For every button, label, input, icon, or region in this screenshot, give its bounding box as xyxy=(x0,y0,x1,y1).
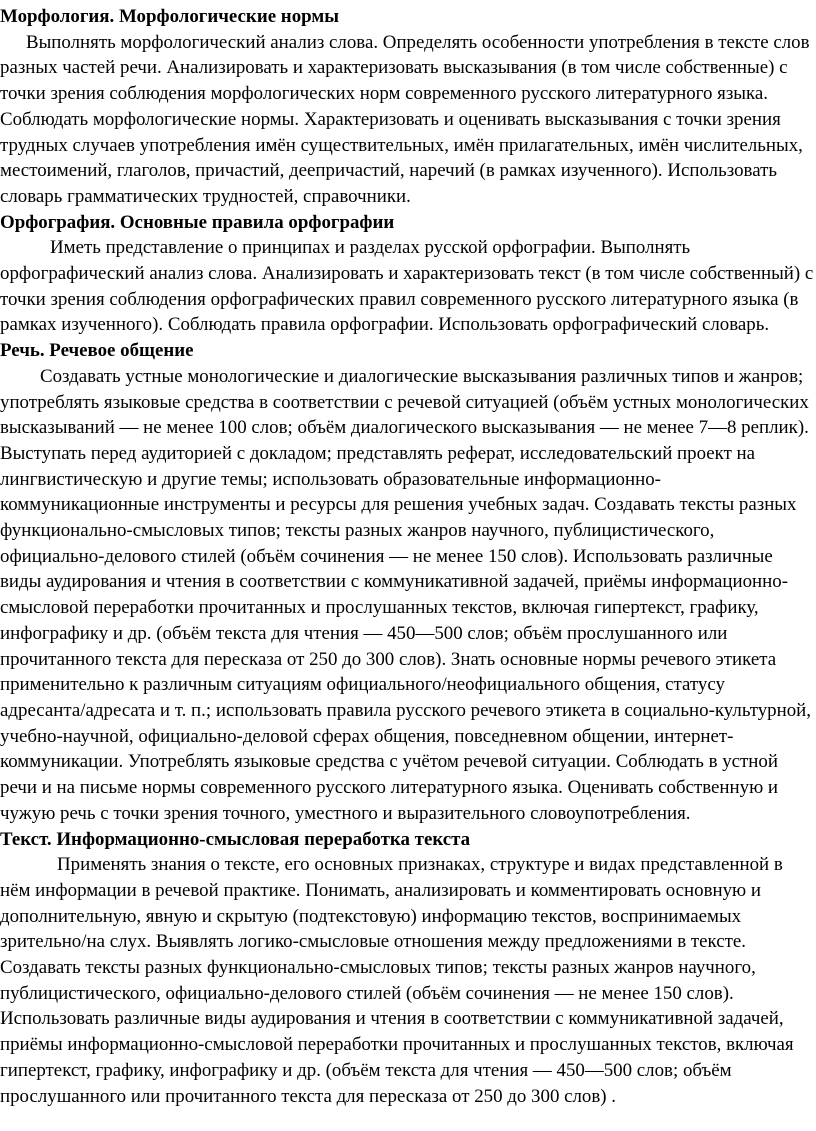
section-text-orthography: Иметь представление о принципах и разделах русской орфографии. Выполнять орфографический анализ слова. Анализировать и характеризовать текст (в том числе собственный) с точки зрения соблюдения орфографических правил современного русского литературного языка (в рамках изученного). Соблюдать правила орфографии. Использовать орфографический словарь. xyxy=(0,237,814,336)
section-heading-orthography: Орфография. Основные правила орфографии xyxy=(0,211,395,233)
section-text-speech: Создавать устные монологические и диалогические высказывания различных типов и жанров; употреблять языковые средства в соответствии с речевой ситуацией (объём устных монологических высказываний — не менее 100 слов; объём диалогического высказывания — не менее 7—8 реплик). Выступать перед аудиторией с докладом; представлять реферат, исследовательский проект на лингвистическую и другие темы; использовать образовательные информационно- коммуникационные инструменты и ресурсы для решения учебных задач. Создавать тексты разных функционально-смысловых типов; тексты разных жанров научного, публицистического, официально-делового стилей (объём сочинения — не менее 150 слов). Использовать различные виды аудирования и чтения в соответствии с коммуникативной задачей, приёмы информационно-смысловой переработки прочитанных и прослушанных текстов, включая гипертекст, графику, инфографику и др. (объём текста для чтения — 450—500 слов; объём прослушанного или прочитанного текста для пересказа от 250 до 300 слов). Знать основные нормы речевого этикета применительно к различным ситуациям официального/неофициального общения, статусу адресанта/адресата и т. п.; использовать правила русского речевого этикета в социально-культурной, учебно-научной, официально-деловой сферах общения, повседневном общении, интернет-коммуникации. Употреблять языковые средства с учётом речевой ситуации. Соблюдать в устной речи и на письме нормы современного русского литературного языка. Оценивать собственную и чужую речь с точки зрения точного, уместного и выразительного словоупотребления. xyxy=(0,365,812,824)
section-heading-morphology: Морфология. Морфологические нормы xyxy=(0,6,339,27)
section-heading-text-processing: Текст. Информационно-смысловая переработка текста xyxy=(0,828,471,850)
section-heading-speech: Речь. Речевое общение xyxy=(0,340,194,362)
section-text-morphology: Выполнять морфологический анализ слова. Определять особенности употребления в тексте слов разных частей речи. Анализировать и характеризовать высказывания (в том числе собственные) с точки зрения соблюдения морфологических норм современного русского литературного языка. Соблюдать морфологические нормы. Характеризовать и оценивать высказывания с точки зрения трудных случаев употребления имён существительных, имён прилагательных, имён числительных, местоимений, глаголов, причастий, деепричастий, наречий (в рамках изученного). Использовать словарь грамматических трудностей, справочники. xyxy=(0,31,810,207)
section-text-text-processing: Применять знания о тексте, его основных признаках, структуре и видах представленной в нём информации в речевой практике. Понимать, анализировать и комментировать основную и дополнительную, явную и скрытую (подтекстовую) информацию текстов, воспринимаемых зрительно/на слух. Выявлять логико-смысловые отношения между предложениями в тексте. Создавать тексты разных функционально-смысловых типов; тексты разных жанров научного, публицистического, официально-делового стилей (объём сочинения — не менее 150 слов). Использовать различные виды аудирования и чтения в соответствии с коммуникативной задачей, приёмы информационно-смысловой переработки прочитанных и прослушанных текстов, включая гипертекст, графику, инфографику и др. (объём текста для чтения — 450—500 слов; объём прослушанного или прочитанного текста для пересказа от 250 до 300 слов) . xyxy=(0,854,794,1107)
